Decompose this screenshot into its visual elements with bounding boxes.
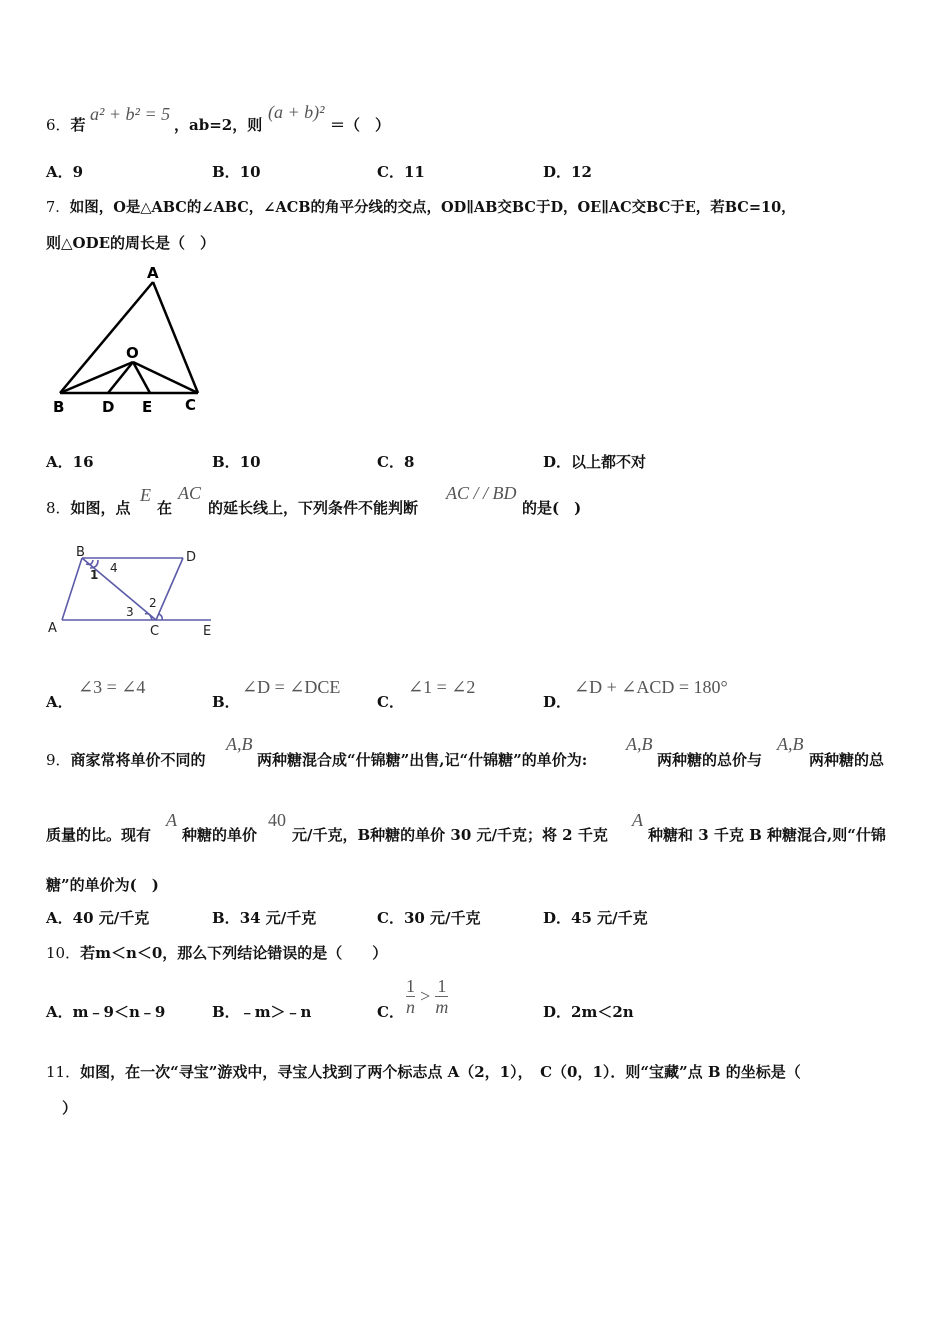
option-a: A．m﹣9＜n﹣9 [46,1003,166,1021]
question-number: 8． [46,499,71,517]
option-a: A．40 元/千克 [46,909,150,927]
question-text: 两种糖的总价与 [657,751,763,769]
option-d: D．12 [543,163,592,181]
question-text: 则△ODE的周长是（ ） [46,234,216,252]
question-number: 11． [46,1063,81,1081]
math-expression: A,B [226,734,253,754]
label-e: E [203,624,212,639]
question-number: 7． [46,200,70,216]
question-number: 9． [46,751,71,769]
angle-1: 1 [90,568,99,582]
label-a: A [147,264,159,282]
question-text: 两种糖的总 [809,751,885,769]
math-expression: A,B [626,734,653,754]
question-text: ） [62,1099,78,1117]
option-c: $\frac{1}{n}$ > $\frac{1}{m}$ [406,976,449,1017]
option-a: ∠3 = ∠4 [78,677,146,697]
math-expression: AC / / BD [446,483,517,503]
label-d: D [102,398,115,416]
math-expression: (a + b)² [268,102,325,122]
option-b: B．34 元/千克 [212,909,317,927]
label-a: A [48,621,57,636]
question-text: 种糖的单价 [182,826,258,844]
question-text: ＝（ ） [330,116,391,134]
label-o: O [126,344,139,362]
fraction-1-over-m: $\frac{1}{m}$ [435,976,449,1017]
angle-2: 2 [149,596,157,610]
question-text: 若m＜n＜0，那么下列结论错误的是（ ） [80,944,388,962]
question-text: 种糖和 3 千克 B 种糖混合,则“什锦 [648,826,886,844]
question-11 [46,1061,801,1082]
math-expression: E [140,485,151,505]
question-text: 在 [157,499,173,517]
question-text: 两种糖混合成“什锦糖”出售,记“什锦糖”的单价为: [257,751,588,769]
question-number: 10． [46,944,81,962]
angle-4: 4 [110,561,118,575]
question-7 [46,196,796,217]
option-d-label: D． [543,693,572,711]
option-a: A．16 [46,453,94,471]
option-b: B．10 [212,453,261,471]
option-b: ∠D = ∠DCE [242,677,341,697]
label-d: D [186,550,197,565]
question-text: 如图，O是△ABC的∠ABC，∠ACB的角平分线的交点，OD∥AB交BC于D，OE∥AC交BC于E，若BC=10， [69,199,796,216]
option-c: ∠1 = ∠2 [408,677,476,697]
parallelogram-figure [46,544,226,642]
question-text: 的延长线上，下列条件不能判断 [208,499,419,517]
option-b: B．10 [212,163,261,181]
fraction-1-over-n: $\frac{1}{n}$ [406,976,415,1017]
option-d: D．45 元/千克 [543,909,648,927]
math-expression: a² + b² = 5 [90,104,171,124]
option-d: D．2m＜2n [543,1003,634,1021]
option-c: C．30 元/千克 [377,909,481,927]
option-b-label: B． [212,693,240,711]
label-e: E [142,398,153,416]
math-expression: AC [178,483,202,503]
angle-3: 3 [126,605,134,619]
question-text: 元/千克，B种糖的单价 30 元/千克；将 2 千克 [292,826,608,844]
question-9 [46,749,206,770]
math-expression: A [632,810,643,830]
question-text: 糖”的单价为( ) [46,876,159,894]
option-c-label: C． [377,1003,404,1021]
question-10 [46,942,387,963]
question-text: 如图，在一次“寻宝”游戏中，寻宝人找到了两个标志点 A（2，1）， C（0，1）．则“宝藏”点 B 的坐标是（ [80,1063,801,1081]
math-expression: A,B [777,734,804,754]
label-b: B [53,398,65,416]
label-b: B [76,545,85,560]
question-number: 6． [46,116,71,134]
math-expression: A [166,810,177,830]
option-a-label: A． [46,693,73,711]
option-c: C．8 [377,453,415,471]
question-8 [46,497,131,518]
question-text: 商家常将单价不同的 [70,751,206,769]
question-text: 如图，点 [70,499,131,517]
option-a: A．9 [46,163,84,181]
label-c: C [150,624,160,639]
question-text: ，ab=2，则 [174,116,263,134]
option-b: B．﹣m＞﹣n [212,1003,312,1021]
option-c-label: C． [377,693,404,711]
option-c: C．11 [377,163,425,181]
question-6 [46,114,86,135]
question-text: 质量的比。现有 [46,826,152,844]
option-d: ∠D + ∠ACD = 180° [574,677,728,697]
triangle-figure [46,262,216,417]
question-text: 的是( ) [522,499,582,517]
label-c: C [185,396,197,414]
option-d: D．以上都不对 [543,453,647,471]
question-text: 若 [70,116,86,134]
math-expression: 40 [268,810,286,830]
